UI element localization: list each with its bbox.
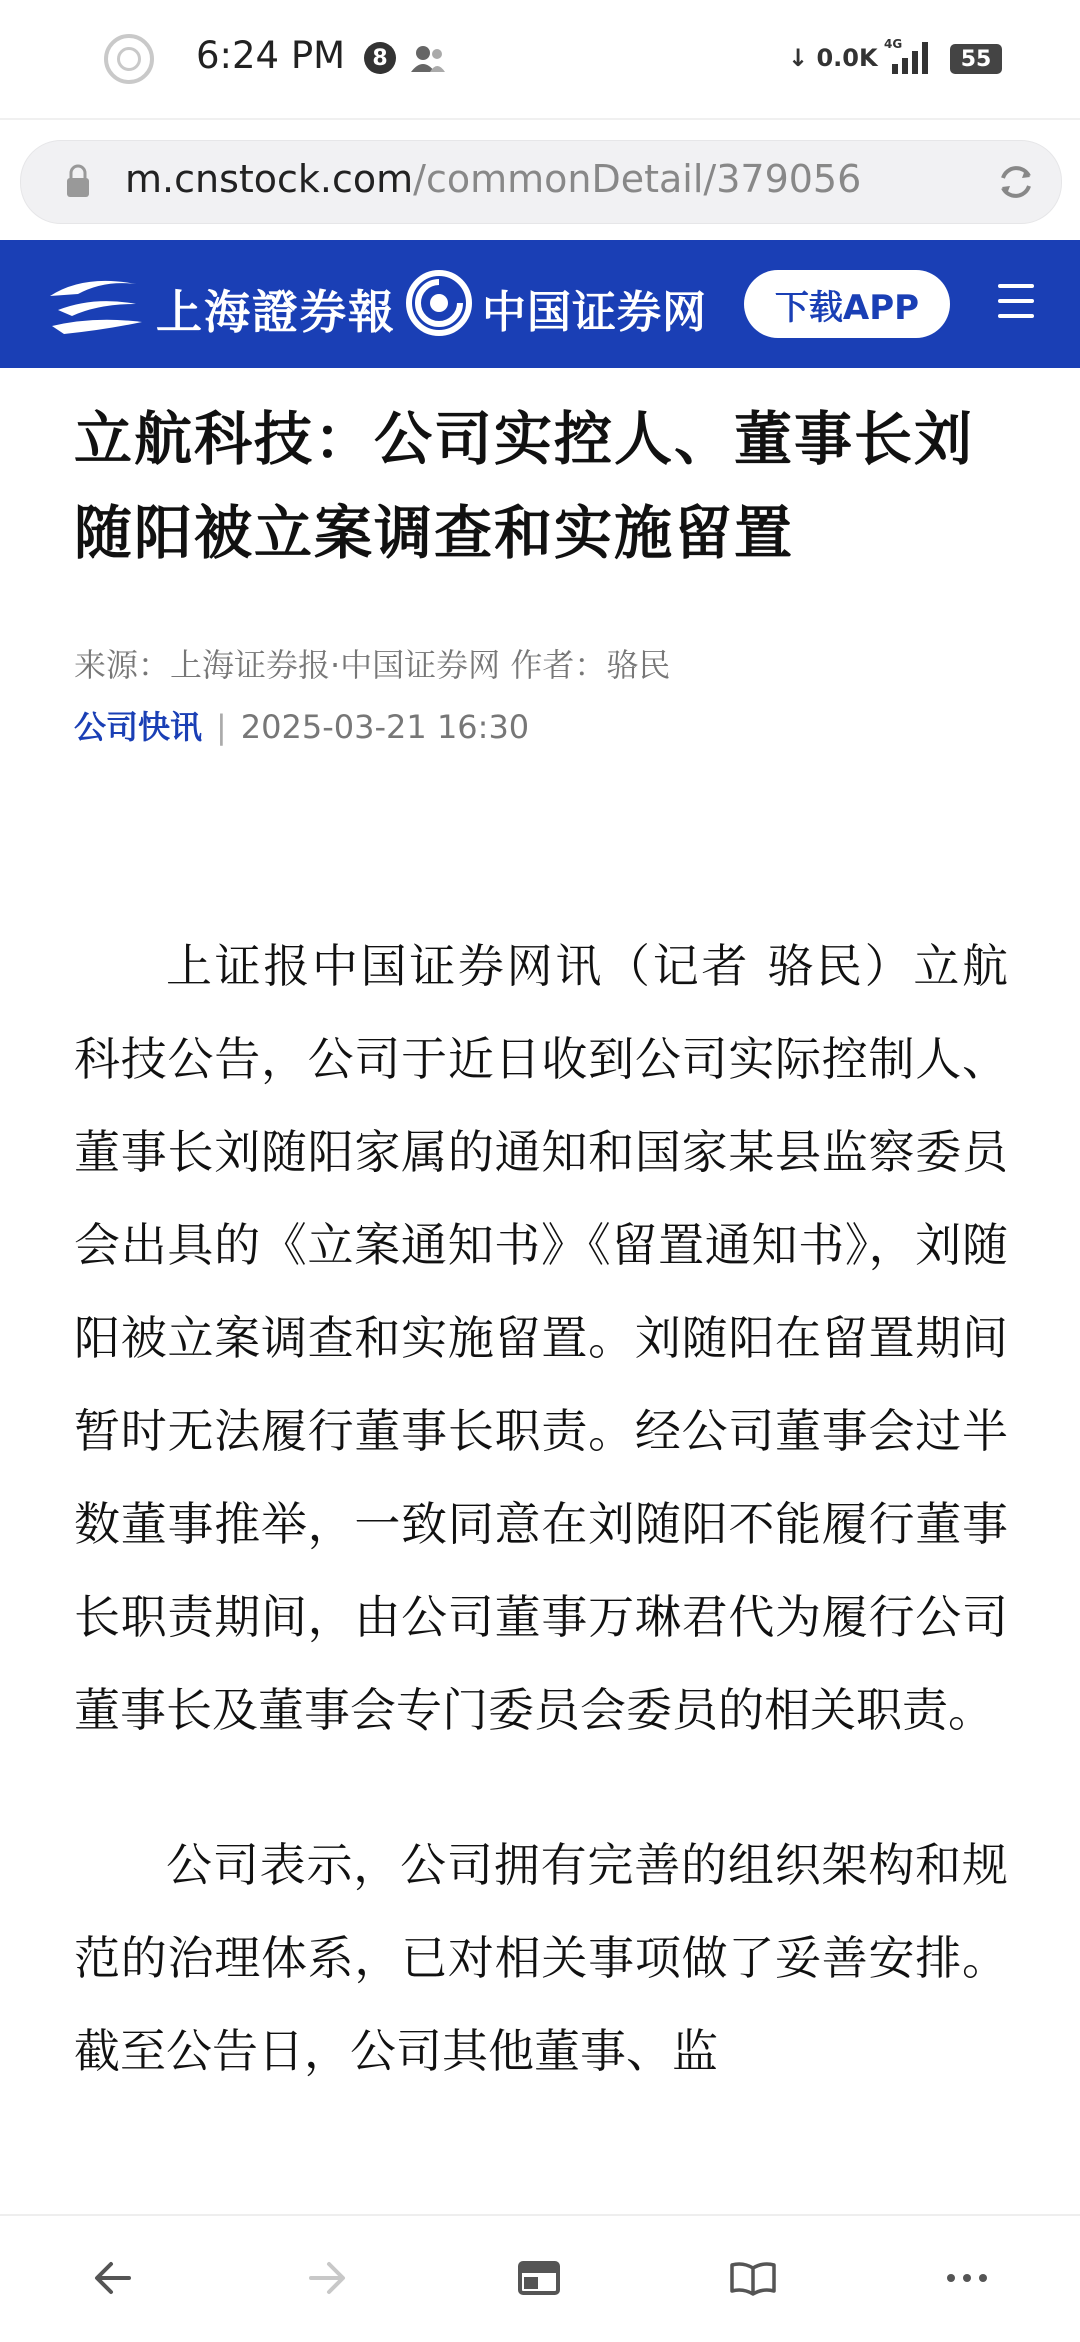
signal-label: 4G <box>884 37 903 51</box>
tabs-button[interactable] <box>504 2246 574 2310</box>
url-path: /commonDetail/379056 <box>413 157 862 201</box>
browser-bottom-nav <box>0 2214 1080 2342</box>
lock-icon <box>65 163 91 199</box>
article-paragraph: 上证报中国证券网讯（记者 骆民）立航科技公告，公司于近日收到公司实际控制人、董事长刘随阳家属的通知和国家某县监察委员会出具的《立案通知书》《留置通知书》，刘随阳被立案调查和实施留置。刘随阳在留置期间暂时无法履行董事长职责。经公司董事会过半数董事推举，一致同意在刘随阳不能履行董事长职责期间，由公司董事万琳君代为履行公司董事长及董事会专门委员会委员的相关职责。 <box>74 939 1008 1737</box>
battery-indicator: 55 <box>950 44 1002 74</box>
article-title: 立航科技：公司实控人、董事长刘随阳被立案调查和实施留置 <box>74 405 975 567</box>
reader-mode-button[interactable] <box>718 2246 788 2310</box>
article-paragraph: 公司表示，公司拥有完善的组织架构和规范的治理体系，已对相关事项做了妥善安排。截至公告日，公司其他董事、监 <box>74 1838 1008 2078</box>
back-arrow-icon <box>93 2260 133 2296</box>
more-options-button[interactable] <box>932 2246 1002 2310</box>
address-bar[interactable] <box>20 140 1062 224</box>
meta-separator: | <box>216 708 227 746</box>
tabs-icon <box>517 2260 561 2296</box>
back-button[interactable] <box>78 2246 148 2310</box>
signal-icon <box>884 36 940 76</box>
notification-count-badge: 8 <box>364 42 396 74</box>
status-time: 6:24 PM <box>196 34 346 77</box>
browser-toolbar <box>0 118 1080 242</box>
book-icon <box>729 2260 777 2296</box>
article-meta <box>74 702 529 748</box>
menu-icon[interactable] <box>998 284 1034 324</box>
status-bar <box>0 0 1080 118</box>
url-text[interactable] <box>125 157 861 201</box>
download-app-button[interactable]: 下载APP <box>744 270 950 338</box>
logo-cnstock[interactable]: 中国证券网 <box>482 287 707 338</box>
publish-datetime: 2025-03-21 16:30 <box>240 708 530 746</box>
status-ring-icon <box>104 34 154 84</box>
cnstock-logo-icon[interactable] <box>404 268 474 338</box>
network-speed: ↓ 0.0K <box>788 44 878 72</box>
logo-shanghai-securities[interactable]: 上海證券報 <box>156 285 396 339</box>
shanghai-securities-logo-icon[interactable] <box>44 270 148 340</box>
forward-arrow-icon <box>307 2260 347 2296</box>
more-icon <box>945 2272 989 2284</box>
forward-button[interactable] <box>292 2246 362 2310</box>
article-body <box>74 920 1008 2160</box>
url-domain: m.cnstock.com <box>125 157 414 201</box>
category-link[interactable]: 公司快讯 <box>74 708 203 746</box>
article-source: 来源：上海证券报·中国证券网 作者：骆民 <box>74 646 671 684</box>
contacts-icon <box>410 44 446 74</box>
site-header <box>0 240 1080 368</box>
reload-icon[interactable] <box>995 161 1037 203</box>
